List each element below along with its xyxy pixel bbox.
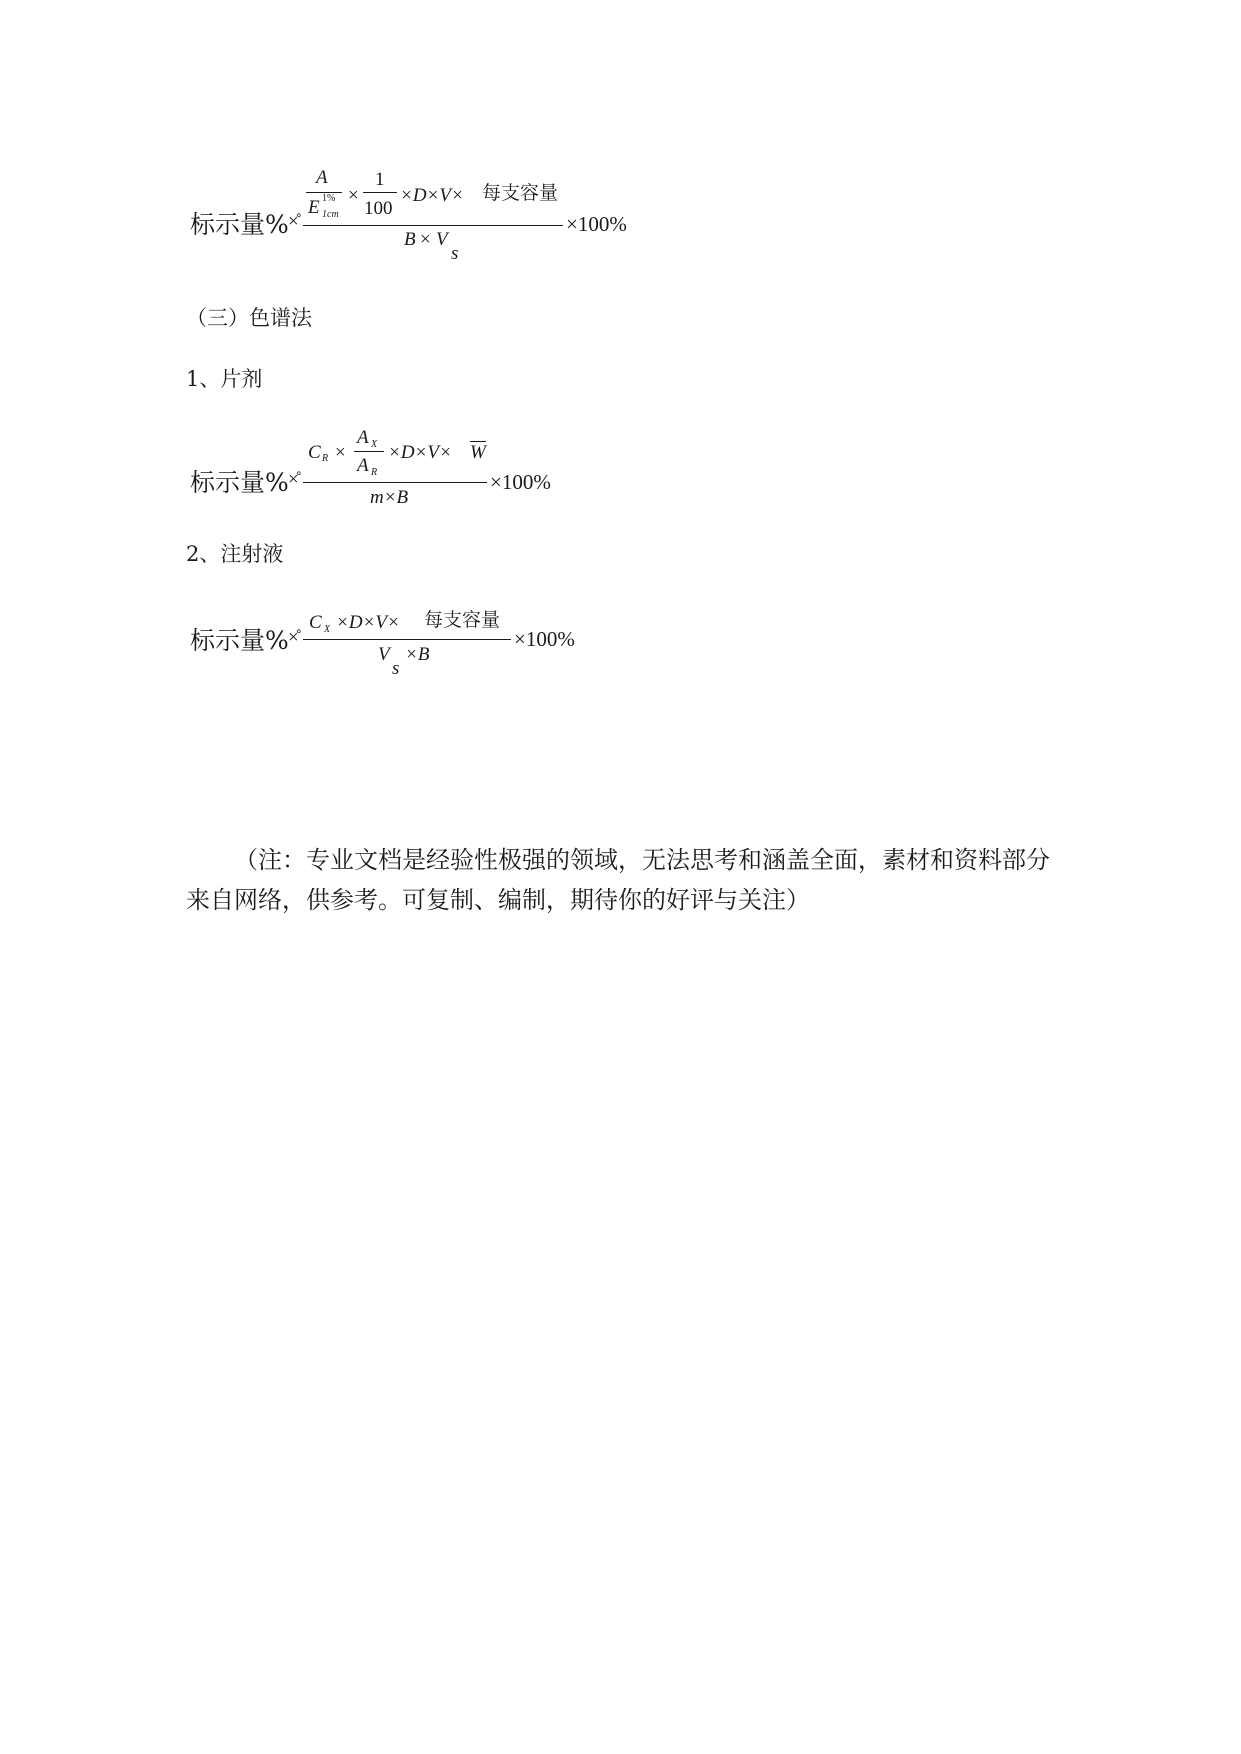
formula2-den: m×B bbox=[370, 487, 409, 508]
formula1-times1: × bbox=[348, 185, 359, 206]
formula2-frac-AX: A bbox=[357, 427, 369, 448]
formula1-num-tail: ×D×V× bbox=[400, 185, 464, 206]
formula3-num-C: C bbox=[309, 612, 322, 633]
formula2-num-C-sub: R bbox=[322, 453, 329, 464]
note-paragraph: （注：专业文档是经验性极强的领域，无法思考和涵盖全面，素材和资料部分来自网络，供参考。可复制、编制，期待你的好评与关注） bbox=[186, 846, 1050, 914]
formula2-times1: × bbox=[335, 442, 346, 463]
formula1-num-tail-zh: 每支容量 bbox=[482, 182, 559, 204]
formula1-frac-one: 1 bbox=[375, 169, 385, 190]
formula1-lhs: 标示量% bbox=[190, 210, 289, 239]
formula2-rhs: ×100% bbox=[490, 470, 551, 494]
formula1-den-s: s bbox=[451, 243, 459, 264]
formula1-den-B: B bbox=[404, 229, 416, 250]
formula1-num-E: E bbox=[308, 197, 320, 218]
formula2-num-W-bar: $\overline{W}$ bbox=[470, 442, 486, 463]
formula1-inner-fraction-line-2 bbox=[363, 192, 397, 193]
formula2-lhs: 标示量% bbox=[190, 468, 289, 497]
formula2-frac-AR: A bbox=[357, 455, 369, 476]
formula3-den-tail: ×B bbox=[405, 644, 430, 665]
formula2-approx: ×̊ bbox=[288, 469, 299, 490]
section-heading-chromatography: （三）色谱法 bbox=[186, 306, 312, 330]
formula2-inner-fraction-line bbox=[354, 451, 384, 452]
formula3-approx: ×̊ bbox=[288, 627, 299, 648]
formula1-frac-hundred: 100 bbox=[364, 198, 393, 219]
formula1-den-V: V bbox=[436, 229, 448, 250]
item-heading-tablet: 1、片剂 bbox=[186, 367, 263, 391]
formula2-num-tail: ×D×V× bbox=[388, 442, 452, 463]
item-heading-injection: 2、注射液 bbox=[186, 542, 284, 566]
formula3-main-fraction-line bbox=[303, 639, 511, 640]
formula1-approx: ×̊ bbox=[288, 211, 299, 232]
formula1-num-E-sub: 1cm bbox=[322, 209, 339, 220]
formula3-rhs: ×100% bbox=[514, 627, 575, 651]
formula1-main-fraction-line bbox=[303, 225, 563, 226]
formula2-num-C: C bbox=[308, 442, 321, 463]
formula2-frac-AR-sub: R bbox=[371, 467, 378, 478]
formula1-den-times: × bbox=[420, 229, 431, 250]
formula1-rhs: ×100% bbox=[566, 212, 627, 236]
formula3-den-V: V bbox=[378, 644, 390, 665]
formula3-num-C-sub: X bbox=[324, 624, 331, 635]
formula2-main-fraction-line bbox=[303, 482, 487, 483]
formula3-num-tail: ×D×V× bbox=[336, 612, 400, 633]
formula3-num-tail-zh: 每支容量 bbox=[424, 609, 501, 631]
formula1-num-A: A bbox=[316, 167, 328, 188]
formula3-den-s: s bbox=[392, 658, 400, 679]
formula3-lhs: 标示量% bbox=[190, 626, 289, 655]
formula1-num-E-sup: 1% bbox=[322, 193, 336, 204]
formula2-frac-AX-sub: X bbox=[371, 439, 378, 450]
